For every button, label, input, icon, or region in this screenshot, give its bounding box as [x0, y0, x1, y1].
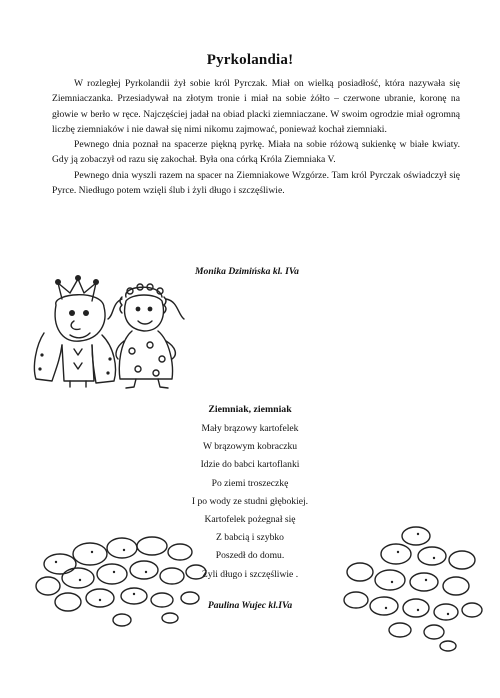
- poem-line: Po ziemi troszeczkę: [211, 477, 289, 489]
- poem-line: Z babcią i szybko: [216, 532, 284, 544]
- potato-pile-left-illustration: [30, 520, 215, 630]
- story-text: [52, 76, 460, 198]
- poem-line: I po wody ze studni głębokiej.: [191, 495, 309, 507]
- poem-author: Paulina Wujec kl.IVa: [207, 600, 293, 611]
- poem-line: Mały brązowy kartofelek: [201, 423, 299, 434]
- story-paragraph: Pewnego dnia wyszli razem na spacer na Ziemniakowe Wzgórze. Tam król Pyrczak oświadczył się Pyrce. Niedługo potem wzięli ślub i żyli długo i szczęśliwie.: [52, 169, 460, 197]
- poem-title: Ziemniak, ziemniak: [208, 404, 292, 415]
- potato-couple-illustration: [22, 275, 192, 390]
- potato-pile-right-illustration: [338, 520, 488, 655]
- poem-line: Kartofelek pożegnał się: [204, 514, 296, 526]
- poem-line: Idzie do babci kartoflanki: [200, 459, 300, 471]
- story-title: Pyrkolandia!: [206, 52, 294, 68]
- poem-line: W brązowym kobraczku: [202, 441, 298, 453]
- story-paragraph: Pewnego dnia poznał na spacerze piękną pyrkę. Miała na sobie różową sukienkę w białe kwiaty. Gdy ją zobaczył od razu się zakochał. Była ona córką Króla Ziemniaka V.: [52, 139, 460, 166]
- poem-line: Żyli długo i szczęśliwie .: [201, 568, 299, 580]
- story-author: Monika Dzimińska kl. IVa: [195, 266, 299, 277]
- poem-line: Poszedł do domu.: [215, 550, 285, 562]
- story-paragraph: W rozległej Pyrkolandii żył sobie król Pyrczak. Miał on wielką posiadłość, która nazywała się Ziemniaczanka. Przesiadywał na złotym tronie i miał na sobie żółto – czerwone ubranie, koronę na głowie w berło w ręce. Najczęściej jadał na obiad placki ziemniaczane. W swoim ogrodzie miał ogromną liczbę ziemniaków i nie dawał się nimi nikomu zajmować, ponieważ kochał ziemniaki.: [52, 78, 460, 135]
